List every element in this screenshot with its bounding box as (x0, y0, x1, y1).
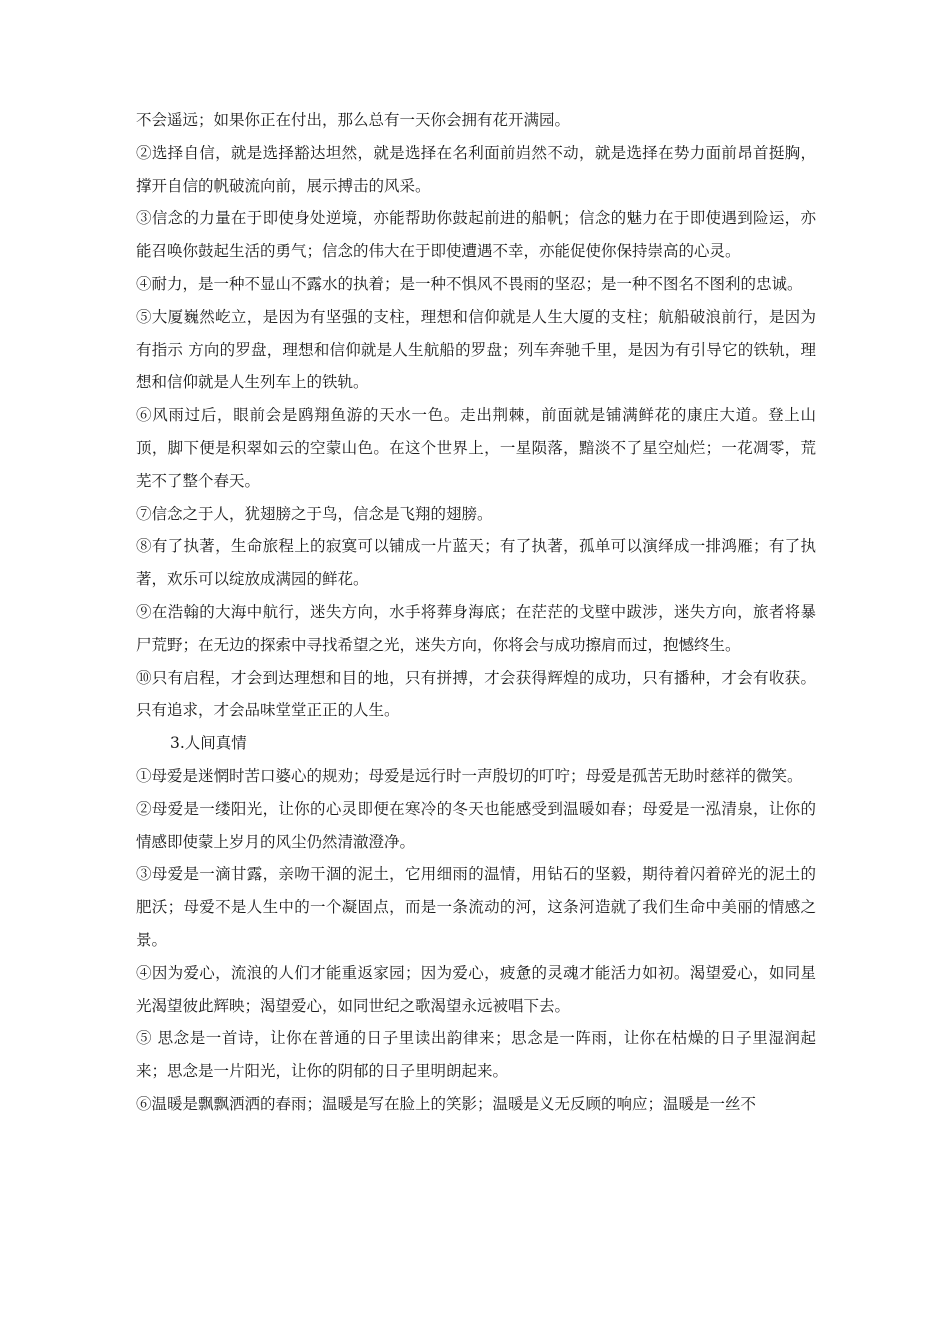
paragraph-9: ⑨在浩翰的大海中航行，迷失方向，水手将葬身海底；在茫茫的戈壁中跋涉，迷失方向，旅者将暴尸荒野；在无边的探索中寻找希望之光，迷失方向，你将会与成功擦肩而过，抱憾终生。 (136, 602, 816, 654)
paragraph-7: ⑦信念之于人，犹翅膀之于鸟，信念是飞翔的翅膀。 (136, 504, 493, 523)
paragraph-6: ⑥风雨过后，眼前会是鸥翔鱼游的天水一色。走出荆棘，前面就是铺满鲜花的康庄大道。登上山顶，脚下便是积翠如云的空蒙山色。在这个世界上，一星陨落，黯淡不了星空灿烂；一花凋零，荒芜不了整个春天。 (136, 406, 816, 490)
paragraph-4: ④耐力，是一种不显山不露水的执着；是一种不惧风不畏雨的坚忍；是一种不图名不图利的忠诚。 (136, 274, 803, 293)
section3-paragraph-4: ④因为爱心，流浪的人们才能重返家园；因为爱心，疲惫的灵魂才能活力如初。渴望爱心，如同星光渴望彼此辉映；渴望爱心，如同世纪之歌渴望永远被唱下去。 (136, 963, 816, 1015)
paragraph-continuation: 不会遥远；如果你正在付出，那么总有一天你会拥有花开满园。 (136, 111, 571, 129)
section3-paragraph-6: ⑥温暖是飘飘洒洒的春雨；温暖是写在脸上的笑影；温暖是义无反顾的响应；温暖是一丝不 (136, 1094, 757, 1113)
paragraph-5: ⑤大厦巍然屹立，是因为有坚强的支柱，理想和信仰就是人生大厦的支柱；航船破浪前行，是因为有指示 方向的罗盘，理想和信仰就是人生航船的罗盘；列车奔驰千里，是因为有引导它的铁轨，理想和信仰就是人生列车上的铁轨。 (136, 307, 816, 392)
paragraph-3: ③信念的力量在于即使身处逆境，亦能帮助你鼓起前进的船帆；信念的魅力在于即使遇到险运，亦能召唤你鼓起生活的勇气；信念的伟大在于即使遭遇不幸，亦能促使你保持崇高的心灵。 (136, 209, 816, 261)
section3-paragraph-2: ②母爱是一缕阳光，让你的心灵即便在寒冷的冬天也能感受到温暖如春；母爱是一泓清泉，让你的情感即使蒙上岁月的风尘仍然清澈澄净。 (136, 799, 816, 851)
section3-paragraph-3: ③母爱是一滴甘露，亲吻干涸的泥土，它用细雨的温情，用钻石的坚毅，期待着闪着碎光的泥土的肥沃；母爱不是人生中的一个凝固点，而是一条流动的河，这条河造就了我们生命中美丽的情感之景。 (136, 865, 816, 949)
body-text (136, 104, 816, 1121)
section3-paragraph-1: ①母爱是迷惘时苦口婆心的规劝；母爱是远行时一声殷切的叮咛；母爱是孤苦无助时慈祥的微笑。 (136, 766, 803, 785)
paragraph-2: ②选择自信，就是选择豁达坦然，就是选择在名利面前岿然不动，就是选择在势力面前昂首挺胸，撑开自信的帆破流向前，展示搏击的风采。 (136, 143, 816, 195)
paragraph-10: ⑩只有启程，才会到达理想和目的地，只有拼搏，才会获得辉煌的成功，只有播种，才会有收获。只有追求，才会品味堂堂正正的人生。 (136, 668, 816, 720)
section-heading: 3.人间真情 (170, 734, 247, 753)
section3-paragraph-5: ⑤ 思念是一首诗，让你在普通的日子里读出韵律来；思念是一阵雨，让你在枯燥的日子里湿润起来；思念是一片阳光，让你的阴郁的日子里明朗起来。 (136, 1029, 816, 1081)
paragraph-8: ⑧有了执著，生命旅程上的寂寞可以铺成一片蓝天；有了执著，孤单可以演绎成一排鸿雁；有了执著，欢乐可以绽放成满园的鲜花。 (136, 537, 816, 589)
